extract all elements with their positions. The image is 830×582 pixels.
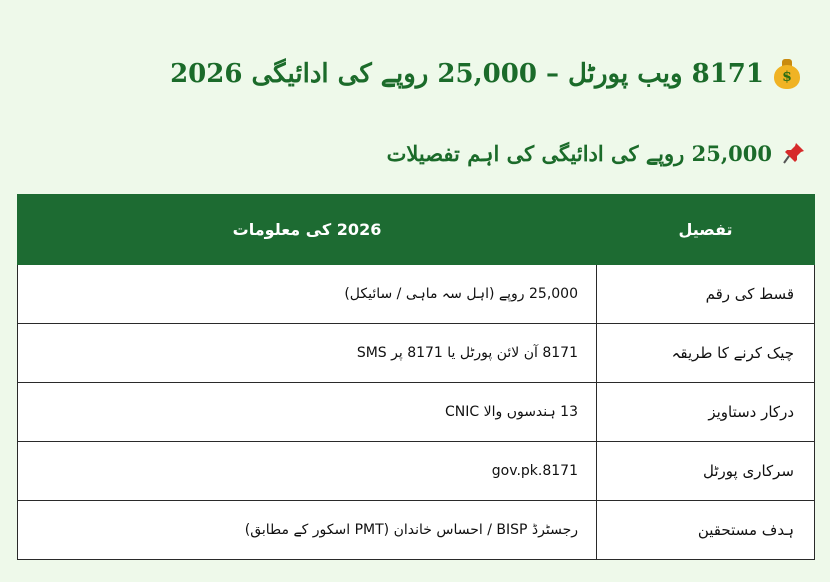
table-row: [18, 383, 815, 442]
money-bag-icon: $: [774, 59, 800, 89]
page-title: [0, 44, 800, 104]
table-row: [18, 265, 815, 324]
header-detail: تفصیل: [597, 195, 815, 265]
table-row: [18, 324, 815, 383]
payment-details-table: [17, 194, 815, 560]
row-label: سرکاری پورٹل: [597, 442, 815, 501]
table-row: [18, 501, 815, 560]
row-label: درکار دستاویز: [597, 383, 815, 442]
pushpin-icon: [782, 141, 806, 165]
row-value: 25,000 روپے (اہل سہ ماہی / سائیکل): [18, 265, 597, 324]
row-value: 13 ہندسوں والا CNIC: [18, 383, 597, 442]
header-info: 2026 کی معلومات: [18, 195, 597, 265]
table-row: [18, 442, 815, 501]
row-value: رجسٹرڈ BISP / احساس خاندان (PMT اسکور کے مطابق): [18, 501, 597, 560]
row-label: قسط کی رقم: [597, 265, 815, 324]
section-heading-text: 25,000 روپے کی ادائیگی کی اہم تفصیلات: [386, 140, 772, 166]
row-label: ہدف مستحقین: [597, 501, 815, 560]
section-heading: [0, 130, 806, 176]
row-value: 8171 آن لائن پورٹل یا 8171 پر SMS: [18, 324, 597, 383]
row-label: چیک کرنے کا طریقہ: [597, 324, 815, 383]
table-header-row: [18, 195, 815, 265]
page-title-text: 8171 ویب پورٹل – 25,000 روپے کی ادائیگی 2026: [170, 59, 764, 89]
row-value: 8171.gov.pk: [18, 442, 597, 501]
